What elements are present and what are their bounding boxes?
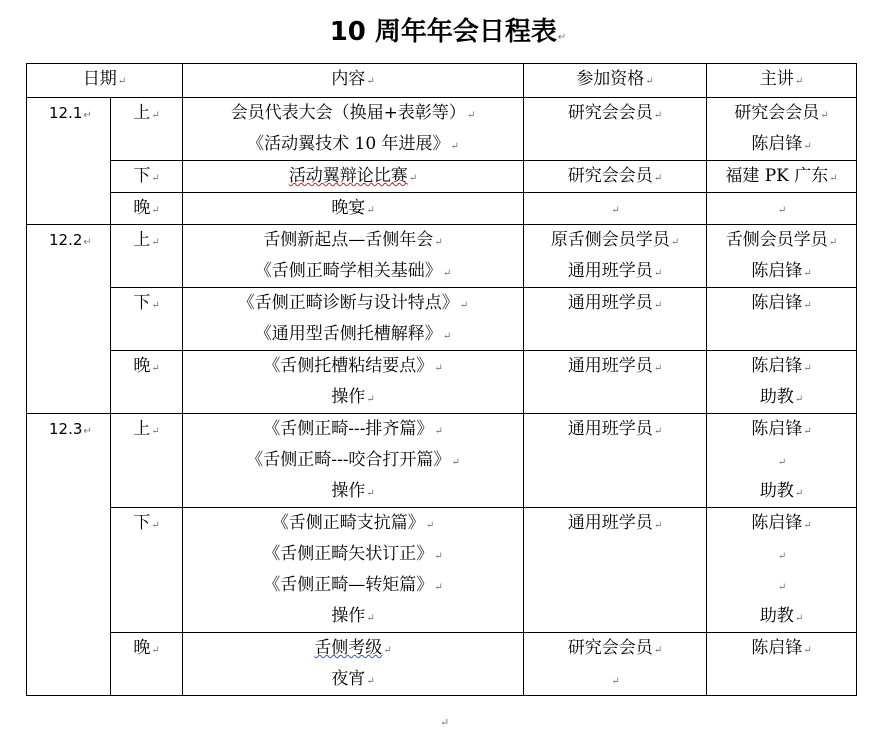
period-line: 下↵ — [133, 166, 160, 186]
schedule-table — [26, 63, 857, 696]
session-row — [27, 288, 857, 351]
period-cell — [111, 414, 183, 508]
speaker-line: 研究会会员↵ — [734, 103, 829, 123]
paragraph-mark: ↵ — [440, 716, 450, 729]
speaker-cell — [707, 414, 857, 508]
speaker-cell — [707, 225, 857, 288]
eligibility-cell — [524, 414, 707, 508]
eligibility-cell — [524, 351, 707, 414]
content-line: 《舌侧正畸矢状订正》↵ — [263, 544, 443, 564]
eligibility-line: 通用班学员↵ — [567, 513, 663, 533]
eligibility-cell — [524, 161, 707, 193]
period-cell — [111, 288, 183, 351]
eligibility-cell — [524, 193, 707, 225]
period-line: 下↵ — [133, 513, 160, 533]
eligibility-line: 通用班学员↵ — [567, 261, 663, 281]
header-speaker: 主讲↵ — [707, 64, 857, 98]
speaker-line: 陈启锋↵ — [751, 261, 812, 281]
eligibility-cell — [524, 98, 707, 161]
eligibility-line: 通用班学员↵ — [567, 293, 663, 313]
content-cell — [183, 633, 524, 696]
speaker-line: 陈启锋↵ — [751, 638, 812, 658]
content-line: 夜宵↵ — [331, 669, 375, 689]
speaker-line: 陈启锋↵ — [751, 356, 812, 376]
speaker-line: 陈启锋↵ — [751, 419, 812, 439]
session-row — [27, 508, 857, 633]
session-row — [27, 414, 857, 508]
speaker-cell — [707, 508, 857, 633]
speaker-line: 陈启锋↵ — [751, 134, 812, 154]
content-cell — [183, 161, 524, 193]
eligibility-line: ↵ — [611, 205, 620, 216]
session-row — [27, 351, 857, 414]
content-line: 舌侧新起点—舌侧年会↵ — [263, 230, 443, 250]
content-cell — [183, 508, 524, 633]
eligibility-line: 研究会会员↵ — [567, 103, 663, 123]
date-cell: 12.3↵ — [27, 414, 111, 696]
period-line: 晚↵ — [133, 198, 160, 218]
eligibility-line: 原舌侧会员学员↵ — [550, 230, 680, 250]
speaker-line: 助教↵ — [759, 387, 804, 407]
content-line: 《舌侧正畸诊断与设计特点》↵ — [237, 293, 469, 313]
speaker-cell — [707, 288, 857, 351]
header-content: 内容↵ — [183, 64, 524, 98]
content-line: 《通用型舌侧托槽解释》↵ — [254, 324, 452, 344]
speaker-cell — [707, 161, 857, 193]
header-date: 日期↵ — [27, 64, 183, 98]
content-cell — [183, 288, 524, 351]
session-row — [27, 161, 857, 193]
content-line: 操作↵ — [331, 606, 375, 626]
eligibility-line: ↵ — [611, 676, 620, 687]
date-cell: 12.2↵ — [27, 225, 111, 414]
speaker-line: 舌侧会员学员↵ — [725, 230, 838, 250]
content-line: 舌侧考级↵ — [314, 638, 392, 658]
eligibility-cell — [524, 633, 707, 696]
session-row — [27, 225, 857, 288]
eligibility-line: 通用班学员↵ — [567, 419, 663, 439]
speaker-line: ↵ — [777, 582, 787, 593]
eligibility-line: 通用班学员↵ — [567, 356, 663, 376]
period-cell — [111, 98, 183, 161]
session-row — [27, 193, 857, 225]
content-line: 《舌侧正畸---排齐篇》↵ — [263, 419, 443, 439]
speaker-line: 助教↵ — [759, 606, 804, 626]
period-cell — [111, 633, 183, 696]
speaker-line: 陈启锋↵ — [751, 513, 812, 533]
content-cell — [183, 351, 524, 414]
period-line: 上↵ — [133, 103, 160, 123]
speaker-line: ↵ — [777, 457, 787, 468]
content-cell — [183, 414, 524, 508]
period-cell — [111, 225, 183, 288]
eligibility-cell — [524, 225, 707, 288]
content-cell — [183, 225, 524, 288]
header-eligibility: 参加资格↵ — [524, 64, 707, 98]
speaker-line: 陈启锋↵ — [751, 293, 812, 313]
content-line: 操作↵ — [331, 387, 375, 407]
eligibility-cell — [524, 288, 707, 351]
period-cell — [111, 351, 183, 414]
period-line: 晚↵ — [133, 638, 160, 658]
content-line: 晚宴↵ — [331, 198, 375, 218]
period-line: 晚↵ — [133, 356, 160, 376]
speaker-cell — [707, 633, 857, 696]
page-title: 10 周年年会日程表↵ — [329, 17, 567, 47]
period-cell — [111, 508, 183, 633]
content-line: 《舌侧正畸—转矩篇》↵ — [263, 575, 443, 595]
content-cell — [183, 193, 524, 225]
content-line: 《舌侧正畸---咬合打开篇》↵ — [246, 450, 460, 470]
content-line: 操作↵ — [331, 481, 375, 501]
content-line: 会员代表大会（换届+表彰等）↵ — [230, 103, 476, 123]
speaker-line: ↵ — [777, 205, 787, 216]
eligibility-cell — [524, 508, 707, 633]
speaker-cell — [707, 193, 857, 225]
period-line: 上↵ — [133, 230, 160, 250]
speaker-line: ↵ — [777, 551, 787, 562]
speaker-line: 助教↵ — [759, 481, 804, 501]
content-line: 《活动翼技术 10 年进展》↵ — [247, 134, 459, 154]
period-line: 上↵ — [133, 419, 160, 439]
session-row — [27, 98, 857, 161]
content-cell — [183, 98, 524, 161]
period-cell — [111, 193, 183, 225]
period-line: 下↵ — [133, 293, 160, 313]
speaker-cell — [707, 98, 857, 161]
eligibility-line: 研究会会员↵ — [567, 638, 663, 658]
header-row — [27, 64, 857, 98]
eligibility-line: 研究会会员↵ — [567, 166, 663, 186]
session-row — [27, 633, 857, 696]
content-line: 《舌侧正畸学相关基础》↵ — [254, 261, 452, 281]
content-line: 《舌侧托槽粘结要点》↵ — [263, 356, 443, 376]
speaker-line: 福建 PK 广东↵ — [725, 166, 838, 186]
content-line: 《舌侧正畸支抗篇》↵ — [271, 513, 435, 533]
speaker-cell — [707, 351, 857, 414]
period-cell — [111, 161, 183, 193]
date-cell: 12.1↵ — [27, 98, 111, 225]
content-line: 活动翼辩论比赛↵ — [288, 166, 418, 186]
